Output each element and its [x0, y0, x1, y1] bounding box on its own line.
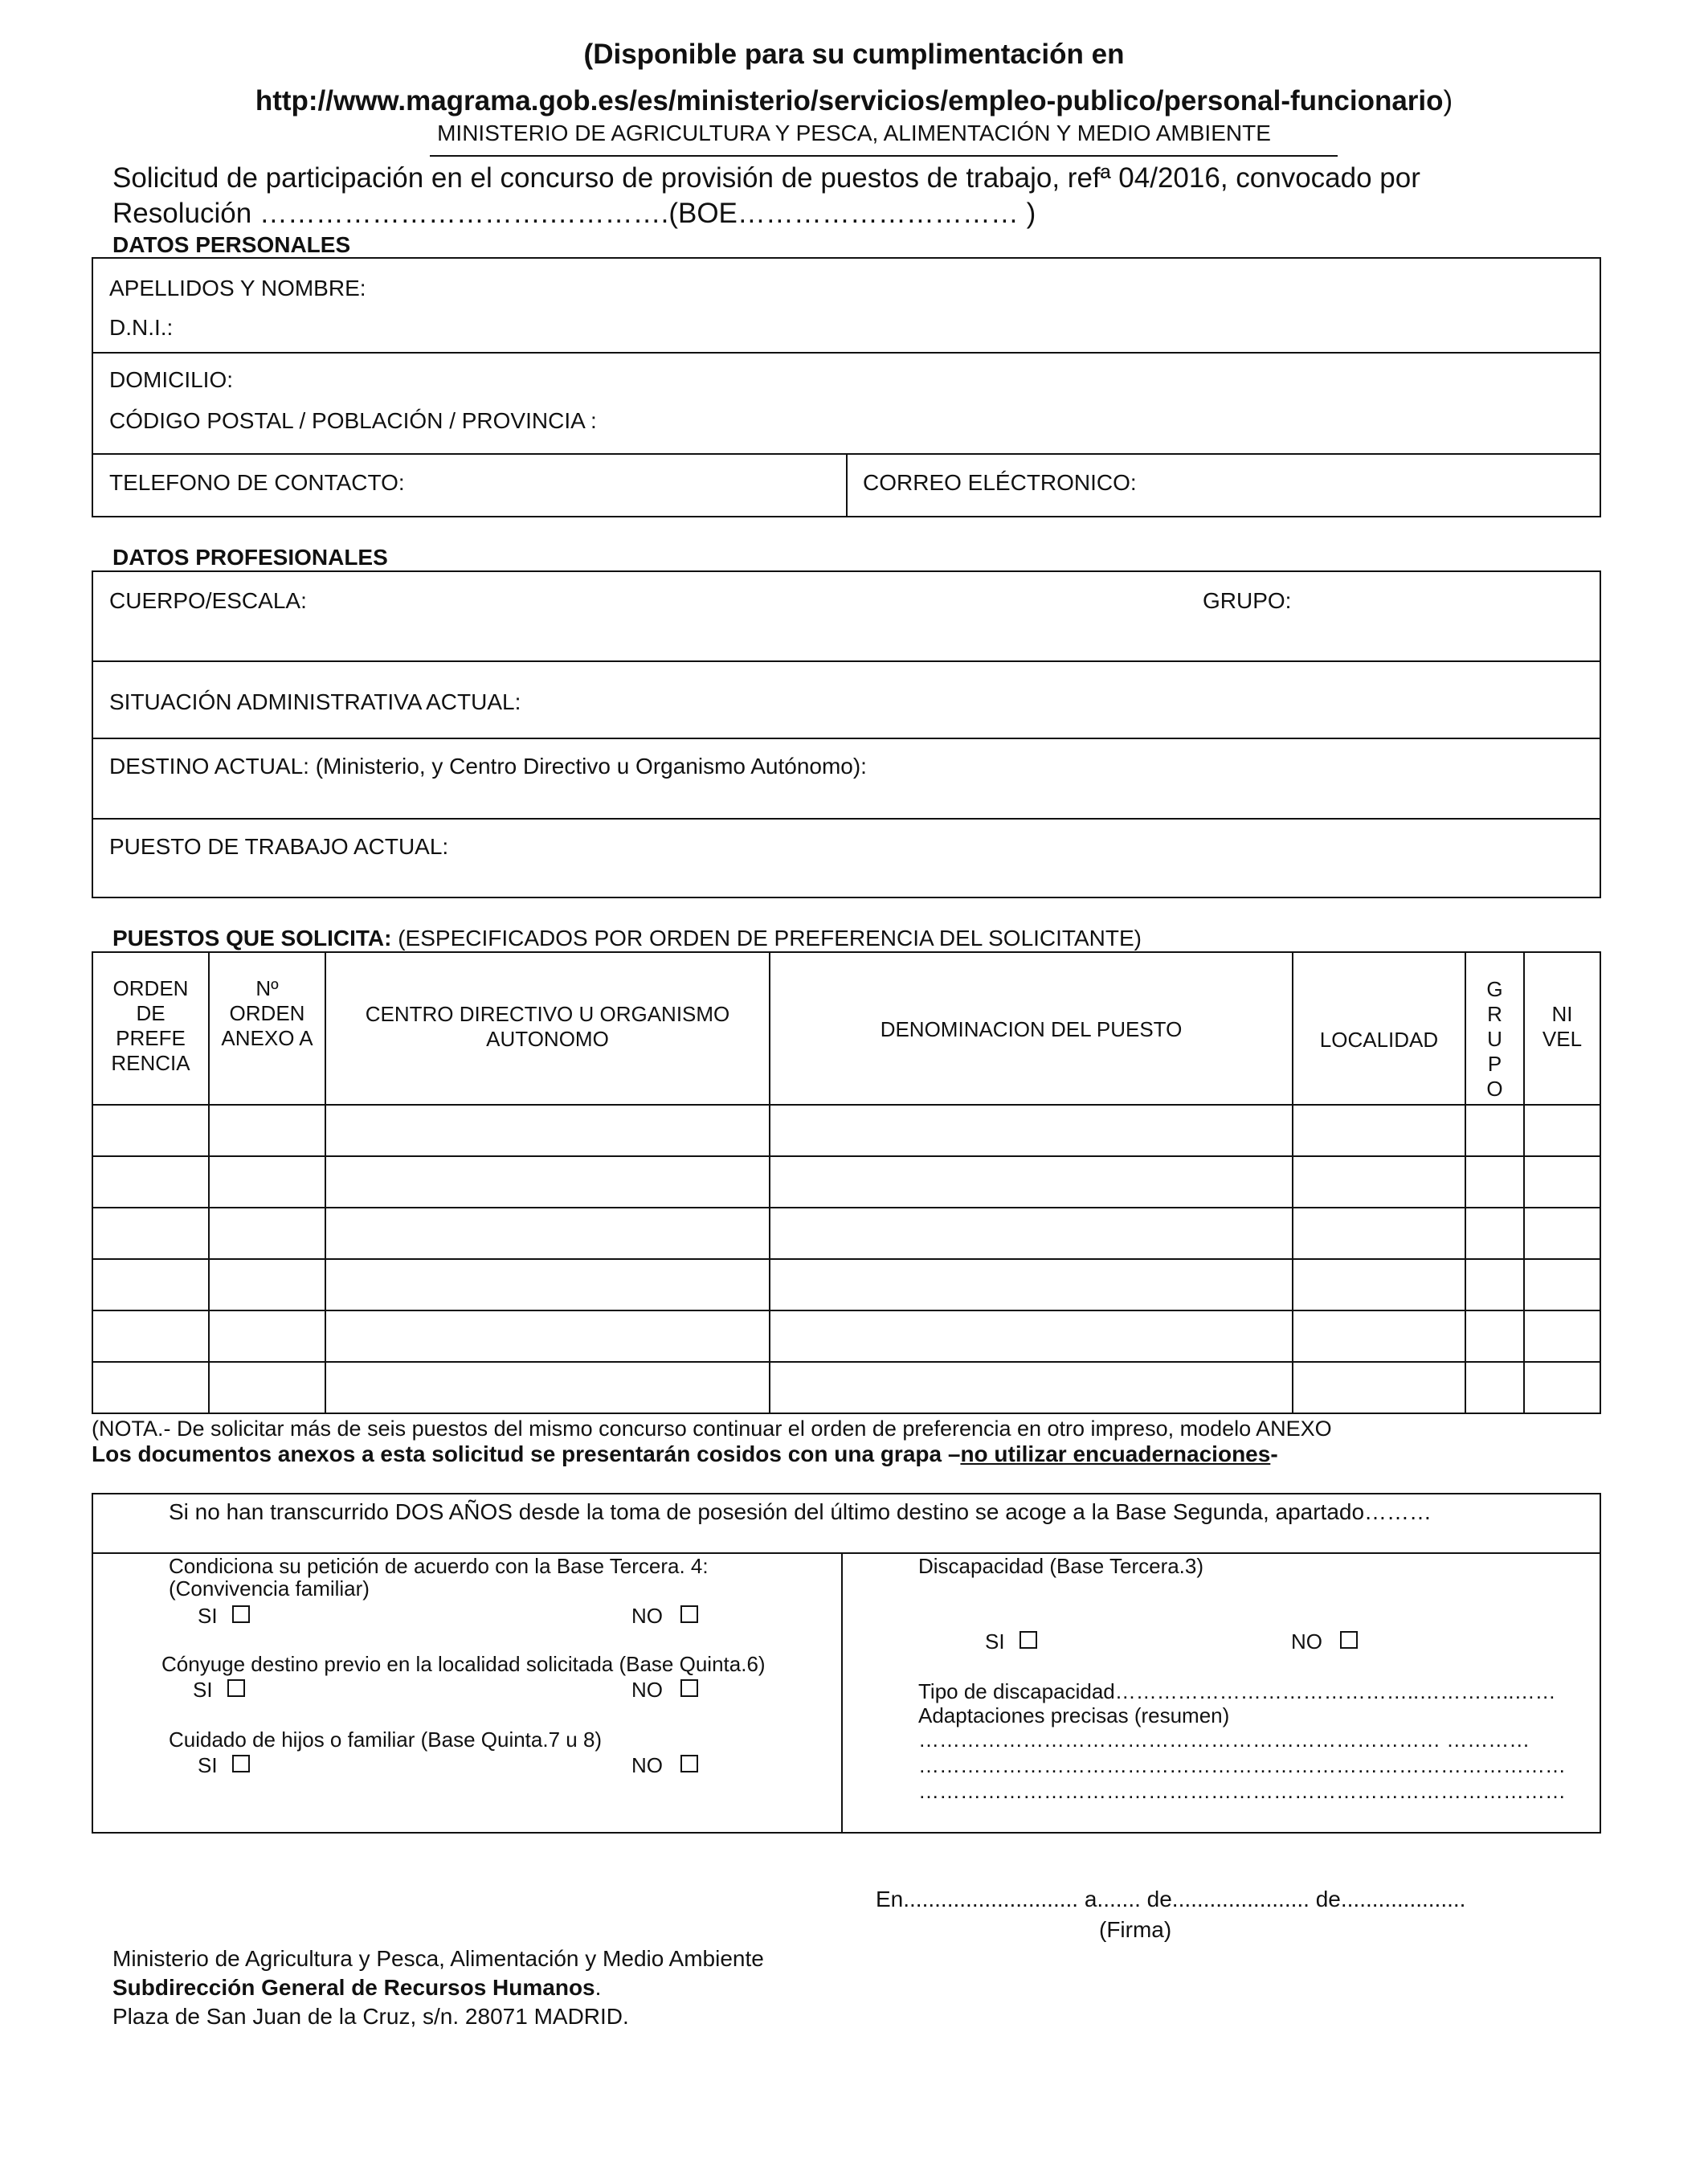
header-group: [1465, 977, 1525, 1102]
table-row[interactable]: [93, 1106, 1600, 1155]
care-no-checkbox[interactable]: [680, 1755, 698, 1772]
table-note: (NOTA.- De solicitar más de seis puestos del mismo concurso continuar el orden de preferencia en otro impreso, modelo ANEXO: [92, 1417, 1332, 1441]
body-scale-field[interactable]: CUERPO/ESCALA:: [109, 588, 307, 613]
personal-divider-vertical: [846, 453, 848, 517]
place-date-field[interactable]: En............................ a....... de...................... de....................: [876, 1887, 1466, 1911]
spouse-yes-checkbox[interactable]: [227, 1679, 245, 1697]
header-text: RENCIA: [111, 1051, 190, 1075]
position-field[interactable]: PUESTO DE TRABAJO ACTUAL:: [109, 834, 449, 859]
condiciona-yes-checkbox[interactable]: [232, 1605, 250, 1623]
convivencia-text: (Convivencia familiar): [169, 1576, 370, 1601]
positions-section-title: [112, 926, 1142, 951]
adaptations-line-2[interactable]: …………………………………………………………………………………: [918, 1753, 1566, 1777]
disability-no-label: NO: [1291, 1629, 1322, 1654]
availability-line: (Disponible para su cumplimentación en: [583, 39, 1125, 70]
signature-label: (Firma): [1099, 1917, 1172, 1942]
header-text: DE: [136, 1001, 165, 1025]
intro-line-2: Resolución ………………………….………….(BOE………………………… ): [112, 198, 1036, 229]
spouse-no-checkbox[interactable]: [680, 1679, 698, 1697]
header-annex-order: [208, 976, 326, 1051]
header-center: [325, 1002, 770, 1052]
footer-ministry: Ministerio de Agricultura y Pesca, Alimentación y Medio Ambiente: [112, 1946, 764, 1971]
table-row[interactable]: [93, 1157, 1600, 1207]
ministry-underline: [430, 155, 1338, 157]
header-order-preference: [92, 976, 210, 1076]
docs-instruction-end: -: [1270, 1441, 1278, 1466]
header-locality: LOCALIDAD: [1319, 1028, 1439, 1052]
header-level: [1523, 1002, 1601, 1052]
header-text: ORDEN: [229, 1001, 305, 1025]
header-text: AUTONOMO: [486, 1027, 609, 1051]
table-row[interactable]: [93, 1311, 1600, 1361]
group-field[interactable]: GRUPO:: [1203, 588, 1292, 613]
dni-field[interactable]: D.N.I.:: [109, 315, 174, 340]
care-no-label: NO: [631, 1753, 663, 1777]
header-text: PREFE: [116, 1026, 186, 1050]
docs-instruction-underlined: no utilizar encuadernaciones: [960, 1441, 1271, 1466]
prof-divider-3: [92, 818, 1601, 820]
footer-subdirectorate: [112, 1975, 601, 2001]
adaptations-line-3[interactable]: …………………………………………………………………………………: [918, 1779, 1566, 1803]
postal-field[interactable]: CÓDIGO POSTAL / POBLACIÓN / PROVINCIA :: [109, 408, 597, 433]
disability-text: Discapacidad (Base Tercera.3): [918, 1554, 1204, 1578]
header-text: ORDEN: [112, 976, 189, 1000]
intro-line-1: Solicitud de participación en el concurso de provisión de puestos de trabajo, refª 04/2016, convocado por: [112, 162, 1420, 194]
name-field[interactable]: APELLIDOS Y NOMBRE:: [109, 276, 366, 301]
situation-field[interactable]: SITUACIÓN ADMINISTRATIVA ACTUAL:: [109, 689, 521, 714]
table-row[interactable]: [93, 1208, 1600, 1258]
condiciona-no-checkbox[interactable]: [680, 1605, 698, 1623]
address-field[interactable]: DOMICILIO:: [109, 367, 234, 392]
header-text: U: [1487, 1027, 1502, 1051]
care-text: Cuidado de hijos o familiar (Base Quinta.7 u 8): [169, 1727, 603, 1752]
positions-title-rest: (ESPECIFICADOS POR ORDEN DE PREFERENCIA DEL SOLICITANTE): [391, 926, 1142, 951]
docs-instruction-text: Los documentos anexos a esta solicitud se presentarán cosidos con una grapa –: [92, 1441, 961, 1466]
destination-field[interactable]: DESTINO ACTUAL: (Ministerio, y Centro Directivo u Organismo Autónomo):: [109, 754, 867, 779]
conditions-vertical-divider: [841, 1552, 843, 1834]
table-row[interactable]: [93, 1260, 1600, 1310]
care-yes-checkbox[interactable]: [232, 1755, 250, 1772]
two-years-text: Si no han transcurrido DOS AÑOS desde la toma de posesión del último destino se acoge a la Base Segunda, apartado………: [169, 1499, 1432, 1524]
availability-url-line: [0, 85, 1708, 117]
disability-yes-checkbox[interactable]: [1019, 1631, 1037, 1649]
prof-divider-1: [92, 660, 1601, 662]
care-yes-label: SI: [198, 1753, 218, 1777]
spouse-yes-label: SI: [193, 1678, 213, 1702]
prof-divider-2: [92, 738, 1601, 739]
table-row[interactable]: [93, 1363, 1600, 1413]
footer-subdirectorate-end: .: [595, 1975, 602, 2000]
adaptations-text: Adaptaciones precisas (resumen): [918, 1703, 1230, 1727]
professional-section-title: DATOS PROFESIONALES: [112, 545, 388, 570]
header-text: NI: [1551, 1002, 1573, 1026]
header-denomination: DENOMINACION DEL PUESTO: [880, 1017, 1183, 1041]
phone-field[interactable]: TELEFONO DE CONTACTO:: [109, 470, 405, 495]
condiciona-no-label: NO: [631, 1604, 663, 1628]
spouse-text: Cónyuge destino previo en la localidad solicitada (Base Quinta.6): [161, 1652, 766, 1676]
header-text: P: [1487, 1052, 1502, 1076]
header-text: ANEXO A: [221, 1026, 313, 1050]
header-text: R: [1487, 1002, 1502, 1026]
header-text: Nº: [255, 976, 279, 1000]
disability-yes-label: SI: [985, 1629, 1005, 1654]
condiciona-yes-label: SI: [198, 1604, 218, 1628]
email-field[interactable]: CORREO ELÉCTRONICO:: [863, 470, 1137, 495]
header-text: G: [1486, 977, 1503, 1001]
disability-no-checkbox[interactable]: [1340, 1631, 1358, 1649]
spouse-no-label: NO: [631, 1678, 663, 1702]
availability-close: ): [1443, 85, 1453, 117]
condiciona-text: Condiciona su petición de acuerdo con la Base Tercera. 4:: [169, 1554, 709, 1578]
footer-address: Plaza de San Juan de la Cruz, s/n. 28071 MADRID.: [112, 2004, 629, 2029]
footer-subdirectorate-name: Subdirección General de Recursos Humanos: [112, 1975, 595, 2000]
adaptations-line-1[interactable]: ………………………………………………………………… …………: [918, 1727, 1530, 1752]
personal-section-title: DATOS PERSONALES: [112, 232, 351, 257]
header-text: CENTRO DIRECTIVO U ORGANISMO: [365, 1002, 730, 1026]
docs-instruction: [92, 1441, 1278, 1467]
header-text: O: [1486, 1077, 1503, 1101]
personal-divider-1: [92, 352, 1601, 354]
positions-title-bold: PUESTOS QUE SOLICITA:: [112, 926, 392, 951]
ministry-heading: MINISTERIO DE AGRICULTURA Y PESCA, ALIMENTACIÓN Y MEDIO AMBIENTE: [437, 121, 1271, 145]
availability-url[interactable]: http://www.magrama.gob.es/es/ministerio/servicios/empleo-publico/personal-funcionario: [255, 85, 1444, 117]
header-text: VEL: [1542, 1027, 1583, 1051]
disability-type-field[interactable]: Tipo de discapacidad……………………………………..…………..……: [918, 1679, 1556, 1703]
